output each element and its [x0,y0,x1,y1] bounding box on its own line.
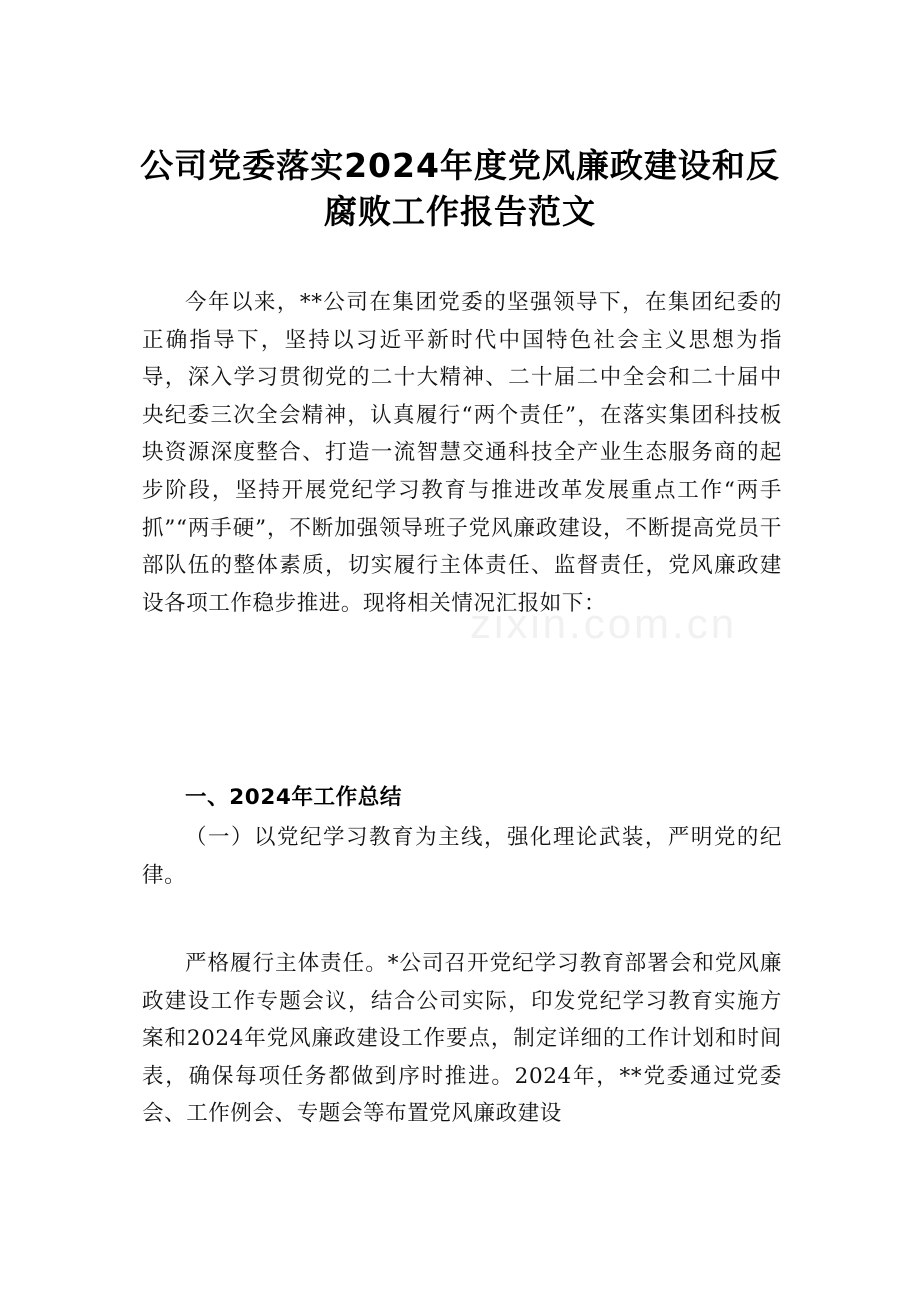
section-heading-1: 一、2024年工作总结 [185,785,402,810]
watermark: zixin.com.cn [470,600,738,647]
document-title-line-2: 腐败工作报告范文 [324,192,596,231]
paragraph-intro: 今年以来，**公司在集团党委的坚强领导下，在集团纪委的正确指导下，坚持以习近平新时代中国特色社会主义思想为指导，深入学习贯彻党的二十大精神、二十届二中全会和二十届中央纪委三次全会精神，认真履行“两个责任”，在落实集团科技板块资源深度整合、打造一流智慧交通科技全产业生态服务商的起步阶段，坚持开展党纪学习教育与推进改革发展重点工作“两手抓”“两手硬”，不断加强领导班子党风廉政建设，不断提高党员干部队伍的整体素质，切实履行主体责任、监督责任，党风廉政建设各项工作稳步推进。现将相关情况汇报如下： [142,290,782,616]
subsection-heading-1: （一）以党纪学习教育为主线，强化理论武装，严明党的纪律。 [142,825,782,888]
document-title-line-1: 公司党委落实2024年度党风廉政建设和反 [140,146,780,185]
paragraph-responsibility: 严格履行主体责任。*公司召开党纪学习教育部署会和党风廉政建设工作专题会议，结合公司实际，印发党纪学习教育实施方案和2024年党风廉政建设工作要点，制定详细的工作计划和时间表，确保每项任务都做到序时推进。2024年，**党委通过党委会、工作例会、专题会等布置党风廉政建设 [142,951,782,1127]
